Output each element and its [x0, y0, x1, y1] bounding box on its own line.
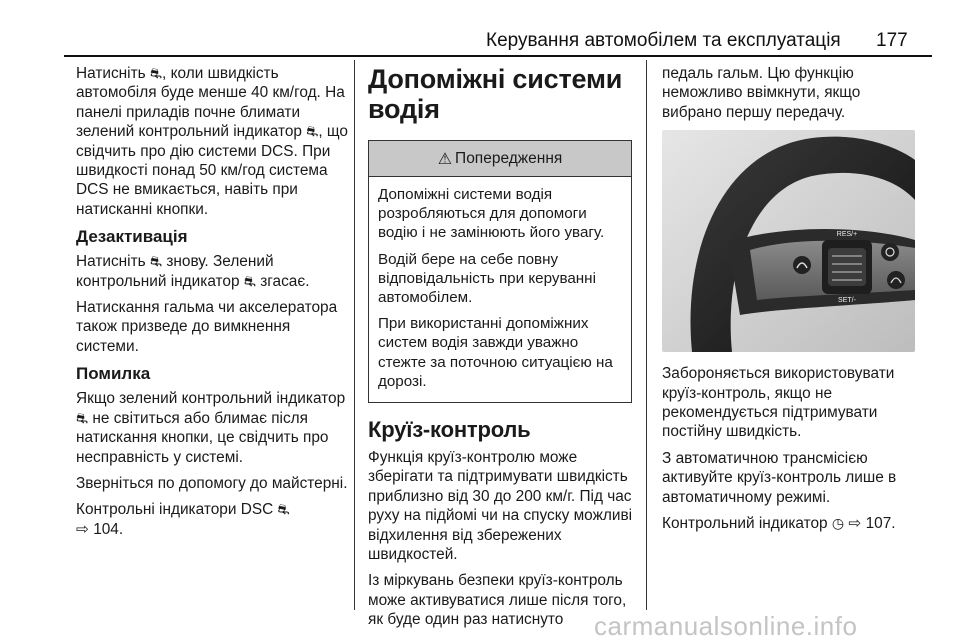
fault-heading: Помилка: [76, 364, 151, 384]
paragraph: [76, 64, 348, 219]
paragraph: [76, 389, 348, 467]
set-label: SET/-: [838, 297, 856, 305]
page-number: 177: [876, 30, 908, 51]
header-rule: [64, 55, 932, 57]
text: Якщо зелений контрольний індикатор: [76, 390, 346, 408]
steering-wheel-figure: [662, 130, 915, 352]
text: не світиться або блимає після натискання кнопки, це свідчить про несправність у системі.: [76, 409, 329, 466]
paragraph: При використанні допоміжних систем водія завжди уважно стежте за поточною ситуацією на дорозі.: [378, 315, 613, 390]
paragraph: [662, 514, 922, 533]
page-reference-arrow-icon: ⇨: [848, 515, 862, 533]
column-divider: [354, 60, 355, 610]
dcs-indicator-icon: ⛐: [76, 409, 89, 426]
dcs-indicator-icon: ⛐: [243, 272, 256, 289]
paragraph: Функція круїз-контролю може зберігати та підтримувати швидкість приблизно від 30 до 200 км/г. Під час руху на підйомі чи на спуску можливі відхилення від збережених швидкостей.: [368, 449, 633, 564]
warning-title: Попередження: [455, 149, 563, 167]
page-header: [0, 0, 960, 56]
warning-triangle-icon: ⚠: [437, 150, 453, 168]
cancel-button-icon: [793, 256, 811, 274]
text: знову. Зелений контрольний індикатор: [76, 253, 274, 290]
paragraph: Із міркувань безпеки круїз-контроль може активуватися лише після того, як буде один раз натиснуто: [368, 572, 627, 629]
text: згасає.: [260, 272, 310, 290]
text: Натисніть: [76, 253, 146, 271]
paragraph: [76, 252, 348, 291]
page-reference[interactable]: 107.: [865, 515, 896, 533]
text: Контрольний індикатор: [662, 515, 828, 533]
deactivation-heading: Дезактивація: [76, 227, 188, 247]
paragraph: Зверніться по допомогу до майстерні.: [76, 474, 348, 492]
cruise-on-off-button-icon: [881, 243, 899, 261]
column-1: [76, 64, 348, 546]
dcs-indicator-icon: ⛐: [149, 65, 163, 81]
header-title: Керування автомобілем та експлуатація: [486, 30, 841, 51]
speed-limiter-button-icon: [887, 271, 905, 289]
paragraph: [76, 500, 348, 539]
section-title: Допоміжні системи водія: [368, 64, 623, 124]
warning-body: [369, 177, 631, 402]
dcs-indicator-icon: ⛐: [306, 123, 319, 140]
column-3: [662, 64, 922, 540]
dcs-indicator-icon: ⛐: [277, 501, 290, 518]
paragraph: Забороняється використовувати круїз-контроль, якщо не рекомендується підтримувати постійну швидкість.: [662, 365, 895, 441]
page-reference[interactable]: 104.: [93, 520, 124, 538]
column-divider: [646, 60, 647, 610]
paragraph: педаль гальм. Цю функцію неможливо ввімкнути, якщо вибрано першу передачу.: [662, 65, 861, 121]
cruise-control-title: Круїз-контроль: [368, 417, 531, 443]
page-reference-arrow-icon: ⇨: [76, 520, 89, 538]
paragraph: Натискання гальма чи акселератора також призведе до вимкнення системи.: [76, 299, 338, 355]
paragraph: Водій бере на себе повну відповідальність при керуванні автомобілем.: [378, 250, 596, 307]
text: , що свідчить про дію системи DCS. При швидкості понад 50 км/год система DCS не вмикається, навіть при натисканні кнопки.: [76, 123, 348, 218]
watermark: carmanualsonline.info: [594, 611, 858, 641]
paragraph: Допоміжні системи водія розробляються для допомоги водію і не замінюють його увагу.: [378, 186, 605, 242]
text: , коли швидкість автомобіля буде менше 40 км/год. На панелі приладів почне блимати зелений контрольний індикатор: [76, 65, 345, 141]
paragraph: З автоматичною трансмісією активуйте круїз-контроль лише в автоматичному режимі.: [662, 449, 897, 506]
res-label: RES/+: [836, 231, 858, 239]
text: Натисніть: [76, 65, 146, 82]
steering-wheel-illustration: [662, 130, 915, 352]
warning-header: [369, 141, 631, 177]
text: Контрольні індикатори DSC: [76, 501, 274, 519]
warning-box: [368, 140, 632, 403]
cruise-control-icon: ◷: [831, 515, 845, 532]
column-2: [368, 64, 636, 637]
dcs-indicator-icon: ⛐: [149, 253, 163, 270]
